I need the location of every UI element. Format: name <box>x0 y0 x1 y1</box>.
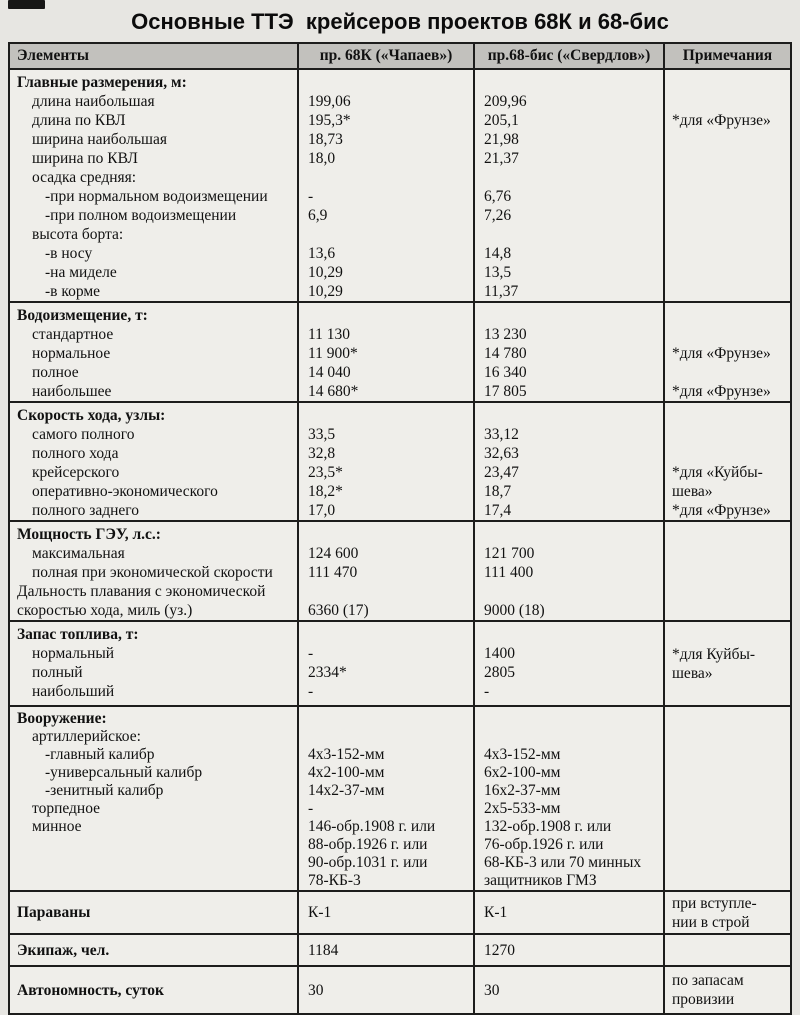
element-label: -главный калибр <box>45 746 155 763</box>
value <box>308 406 471 425</box>
value: 21,37 <box>484 150 519 167</box>
value: 209,96 <box>484 93 527 110</box>
note-line <box>672 836 788 854</box>
displacement-value-68k-cell <box>298 302 474 402</box>
value <box>308 582 471 601</box>
main-dimensions-note-cell <box>664 69 791 302</box>
value: 205,1 <box>484 112 519 129</box>
element-label: -при полном водоизмещении <box>45 207 237 224</box>
value: 2805 <box>484 664 515 681</box>
value <box>308 525 471 544</box>
section-power <box>9 521 791 621</box>
value: 14 780 <box>484 345 527 362</box>
value: 1184 <box>308 941 339 959</box>
value <box>308 168 471 187</box>
element-label: Скорость хода, узлы: <box>17 407 166 424</box>
value: - <box>308 188 314 205</box>
value: - <box>308 683 314 700</box>
value <box>484 728 661 746</box>
displacement-elements-cell <box>9 302 298 402</box>
value: 14 040 <box>308 364 351 381</box>
value: 111 470 <box>308 564 358 581</box>
armament-value-68k-cell <box>298 706 474 891</box>
note-line <box>672 444 788 463</box>
value: 6,9 <box>308 207 328 224</box>
note-line: при вступле- <box>672 894 757 912</box>
table-header-row <box>9 43 791 69</box>
element-label: полного заднего <box>32 502 140 519</box>
element-label: минное <box>32 818 82 835</box>
row-paravanes <box>9 891 791 934</box>
spec-table <box>8 42 792 1015</box>
note-line <box>672 818 788 836</box>
value: 16 340 <box>484 364 527 381</box>
note-line <box>672 225 788 244</box>
note-line <box>672 406 788 425</box>
power-note-cell <box>664 521 791 621</box>
element-label: полное <box>32 364 79 381</box>
note-line: шева» <box>672 664 713 682</box>
value: 121 700 <box>484 545 535 562</box>
value: 6,76 <box>484 188 512 205</box>
value: 78-КБ-3 <box>308 872 361 889</box>
element-label: длина наибольшая <box>32 93 155 110</box>
element-label: стандартное <box>32 326 114 343</box>
note-line <box>672 325 788 344</box>
speed-value-68k-cell <box>298 402 474 521</box>
value: 1270 <box>484 941 515 959</box>
value: 11 900* <box>308 345 358 362</box>
col-header-notes: Примечания <box>664 43 791 69</box>
crew-label-cell <box>9 934 298 966</box>
element-label: Дальность плавания с экономической <box>17 583 266 600</box>
value: 4х3-152-мм <box>484 746 561 763</box>
note-line <box>672 149 788 168</box>
value: 1400 <box>484 645 515 662</box>
armament-note-cell <box>664 706 791 891</box>
value: - <box>308 645 314 662</box>
section-speed <box>9 402 791 521</box>
element-label: -в корме <box>45 283 101 300</box>
value: 4х3-152-мм <box>308 746 385 763</box>
note-line: *для «Фрунзе» <box>672 345 771 362</box>
element-label: нормальное <box>32 345 111 362</box>
note-line: провизии <box>672 991 735 1008</box>
value: - <box>484 683 490 700</box>
element-label: ширина по КВЛ <box>32 150 138 167</box>
element-label: полного хода <box>32 445 119 462</box>
note-line <box>672 582 788 601</box>
element-label: скоростью хода, миль (уз.) <box>17 602 193 619</box>
value: 17 805 <box>484 383 527 400</box>
element-label: осадка средняя: <box>32 169 137 186</box>
value <box>484 625 661 644</box>
note-line: *для «Фрунзе» <box>672 112 771 129</box>
value: 16х2-37-мм <box>484 782 561 799</box>
element-label: длина по КВЛ <box>32 112 126 129</box>
element-label <box>17 854 295 872</box>
value: 6360 (17) <box>308 602 369 619</box>
speed-note-cell <box>664 402 791 521</box>
value: 14х2-37-мм <box>308 782 385 799</box>
note-line <box>672 206 788 225</box>
element-label <box>17 872 295 890</box>
element-label: Запас топлива, т: <box>17 626 139 643</box>
element-label: полная при экономической скорости <box>32 564 273 581</box>
crew-value-68k-cell <box>298 934 474 966</box>
value: 2х5-533-мм <box>484 800 561 817</box>
main-dimensions-value-68k-cell <box>298 69 474 302</box>
value <box>484 406 661 425</box>
note-line <box>672 73 788 92</box>
note-line <box>672 854 788 872</box>
paravanes-value-68k-cell <box>298 891 474 934</box>
value: К-1 <box>308 904 332 921</box>
value: 68-КБ-3 или 70 минных <box>484 854 642 871</box>
note-line: *для «Фрунзе» <box>672 383 771 400</box>
note-line <box>672 601 788 620</box>
note-line: *для Куйбы- <box>672 645 756 663</box>
note-line <box>672 425 788 444</box>
value: 23,47 <box>484 464 519 481</box>
element-label: оперативно-экономического <box>32 483 218 500</box>
note-line <box>672 746 788 764</box>
value: 32,63 <box>484 445 519 462</box>
value <box>484 168 661 187</box>
value: 33,5 <box>308 426 336 443</box>
value: 14,8 <box>484 245 512 262</box>
value <box>484 525 661 544</box>
element-label: нормальный <box>32 645 115 662</box>
note-line <box>672 525 788 544</box>
element-label: -при нормальном водоизмещении <box>45 188 268 205</box>
paravanes-value-68bis-cell <box>474 891 664 934</box>
value: 14 680* <box>308 383 359 400</box>
section-main-dimensions <box>9 69 791 302</box>
element-label: Экипаж, чел. <box>17 941 110 959</box>
element-label: Главные размерения, м: <box>17 74 187 91</box>
value: 13,5 <box>484 264 512 281</box>
section-fuel <box>9 621 791 706</box>
paravanes-note-cell <box>664 891 791 934</box>
element-label: максимальная <box>32 545 125 562</box>
element-label: -в носу <box>45 245 93 262</box>
value <box>308 728 471 746</box>
value: 4х2-100-мм <box>308 764 385 781</box>
scan-artifact <box>8 0 45 9</box>
endurance-value-68bis-cell <box>474 966 664 1014</box>
crew-value-68bis-cell <box>474 934 664 966</box>
power-value-68bis-cell <box>474 521 664 621</box>
value: 146-обр.1908 г. или <box>308 818 436 835</box>
fuel-elements-cell <box>9 621 298 706</box>
value: 10,29 <box>308 264 343 281</box>
note-line <box>672 168 788 187</box>
note-line <box>672 130 788 149</box>
fuel-value-68bis-cell <box>474 621 664 706</box>
value: 195,3* <box>308 112 351 129</box>
element-label: -универсальный калибр <box>45 764 203 781</box>
value: 18,7 <box>484 483 512 500</box>
table-body <box>9 69 791 1014</box>
value: 33,12 <box>484 426 519 443</box>
value: 6х2-100-мм <box>484 764 561 781</box>
value: 21,98 <box>484 131 519 148</box>
value: 13 230 <box>484 326 527 343</box>
note-line <box>672 563 788 582</box>
endurance-value-68k-cell <box>298 966 474 1014</box>
note-line <box>672 187 788 206</box>
value: 88-обр.1926 г. или <box>308 836 428 853</box>
note-line <box>672 710 788 728</box>
note-line: нии в строй <box>672 913 750 931</box>
note-line <box>672 800 788 818</box>
value <box>308 306 471 325</box>
value <box>484 306 661 325</box>
element-label: Вооружение: <box>17 710 107 727</box>
row-endurance <box>9 966 791 1014</box>
row-crew <box>9 934 791 966</box>
value: 23,5* <box>308 464 343 481</box>
value: 76-обр.1926 г. или <box>484 836 604 853</box>
value <box>308 625 471 644</box>
value <box>308 710 471 728</box>
value: защитников ГМЗ <box>484 872 597 889</box>
endurance-note-cell <box>664 966 791 1014</box>
page-title: Основные ТТЭ крейсеров проектов 68К и 68-бис <box>131 9 669 34</box>
note-line <box>672 764 788 782</box>
note-line <box>672 872 788 890</box>
element-label: наибольшее <box>32 383 112 400</box>
main-dimensions-elements-cell <box>9 69 298 302</box>
value: 10,29 <box>308 283 343 300</box>
element-label: наибольший <box>32 683 115 700</box>
paravanes-label-cell <box>9 891 298 934</box>
value <box>484 225 661 244</box>
note-line <box>672 263 788 282</box>
note-line <box>672 544 788 563</box>
element-label: ширина наибольшая <box>32 131 167 148</box>
value: 32,8 <box>308 445 336 462</box>
value: 13,6 <box>308 245 336 262</box>
value <box>484 73 661 92</box>
value: 90-обр.1031 г. или <box>308 854 428 871</box>
element-label: полный <box>32 664 83 681</box>
element-label: -зенитный калибр <box>45 782 164 799</box>
power-value-68k-cell <box>298 521 474 621</box>
note-line <box>672 306 788 325</box>
crew-note-cell <box>664 934 791 966</box>
col-header-pr68bis: пр.68-бис («Свердлов») <box>474 43 664 69</box>
note-line: *для «Фрунзе» <box>672 502 771 519</box>
section-armament <box>9 706 791 891</box>
value: 124 600 <box>308 545 359 562</box>
element-label: -на миделе <box>45 264 117 281</box>
value: 30 <box>308 981 324 999</box>
value: - <box>308 800 314 817</box>
section-displacement <box>9 302 791 402</box>
value <box>308 73 471 92</box>
note-line <box>672 782 788 800</box>
value: 18,0 <box>308 150 336 167</box>
note-line: по запасам <box>672 972 744 989</box>
armament-value-68bis-cell <box>474 706 664 891</box>
element-label: высота борта: <box>32 226 124 243</box>
note-line <box>672 244 788 263</box>
main-dimensions-value-68bis-cell <box>474 69 664 302</box>
speed-value-68bis-cell <box>474 402 664 521</box>
fuel-note-cell <box>664 621 791 706</box>
value: 199,06 <box>308 93 351 110</box>
note-line <box>672 363 788 382</box>
note-line <box>672 282 788 301</box>
endurance-label-cell <box>9 966 298 1014</box>
element-label: Мощность ГЭУ, л.с.: <box>17 526 161 543</box>
element-label: артиллерийское: <box>32 728 141 745</box>
element-label <box>17 836 295 854</box>
value: 17,4 <box>484 502 512 519</box>
note-line <box>672 92 788 111</box>
note-line <box>672 728 788 746</box>
value: К-1 <box>484 904 508 921</box>
speed-elements-cell <box>9 402 298 521</box>
col-header-elements: Элементы <box>9 43 298 69</box>
value: 11,37 <box>484 283 519 300</box>
element-label: Водоизмещение, т: <box>17 307 148 324</box>
element-label: крейсерского <box>32 464 120 481</box>
note-line: шева» <box>672 483 713 500</box>
value <box>308 225 471 244</box>
value: 18,2* <box>308 483 343 500</box>
value: 111 400 <box>484 564 534 581</box>
value <box>484 710 661 728</box>
value: 7,26 <box>484 207 512 224</box>
value: 18,73 <box>308 131 343 148</box>
note-line: *для «Куйбы- <box>672 464 763 481</box>
displacement-value-68bis-cell <box>474 302 664 402</box>
power-elements-cell <box>9 521 298 621</box>
element-label: Параваны <box>17 904 91 921</box>
element-label: самого полного <box>32 426 135 443</box>
element-label: Автономность, суток <box>17 981 164 999</box>
value <box>484 582 661 601</box>
armament-elements-cell <box>9 706 298 891</box>
displacement-note-cell <box>664 302 791 402</box>
value: 17,0 <box>308 502 336 519</box>
value: 30 <box>484 981 500 999</box>
value: 9000 (18) <box>484 602 545 619</box>
value: 132-обр.1908 г. или <box>484 818 612 835</box>
element-label: торпедное <box>32 800 101 817</box>
fuel-value-68k-cell <box>298 621 474 706</box>
value: 2334* <box>308 664 347 681</box>
col-header-pr68k: пр. 68К («Чапаев») <box>298 43 474 69</box>
value: 11 130 <box>308 326 351 343</box>
